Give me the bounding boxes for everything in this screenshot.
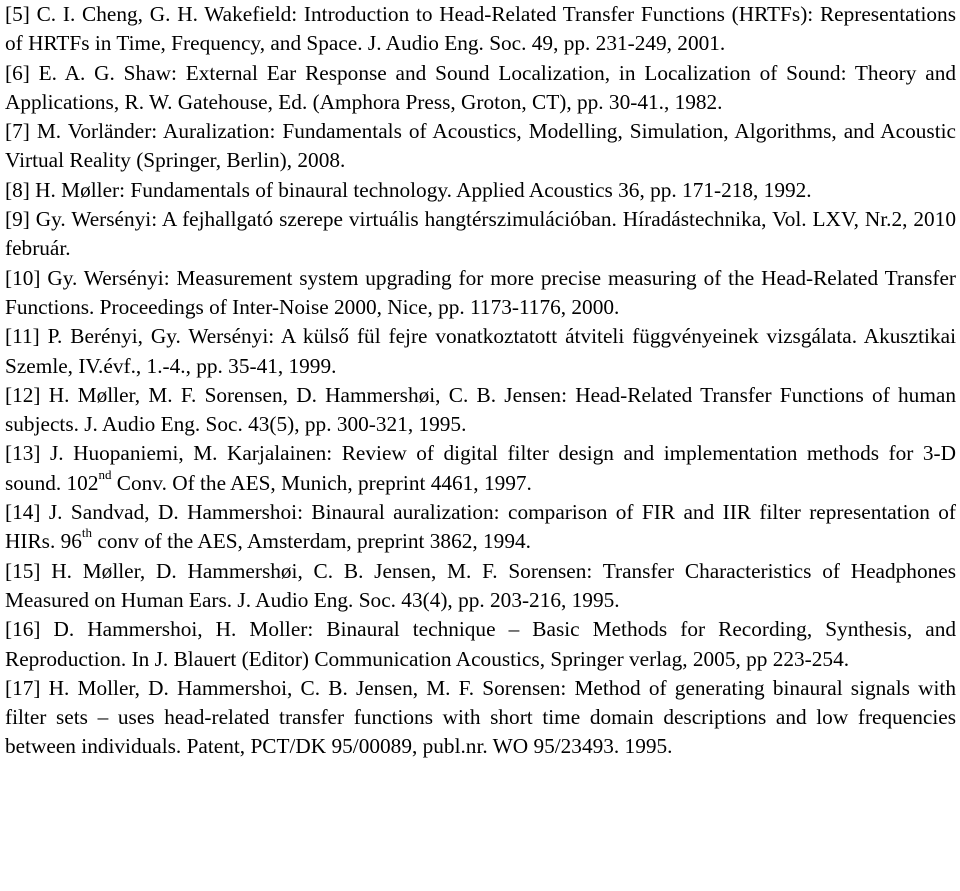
reference-14-rest: conv of the AES, Amsterdam, preprint 3862, 1994. (92, 529, 531, 554)
reference-14-text: [14] J. Sandvad, D. Hammershoi: Binaural auralization: comparison of FIR and IIR filter representation of HIRs. 96 (5, 500, 956, 554)
reference-17: [17] H. Moller, D. Hammershoi, C. B. Jensen, M. F. Sorensen: Method of generating binaural signals with filter sets – uses head-related transfer functions with short time domain descriptions and low frequencies between individuals. Patent, PCT/DK 95/00089, publ.nr. WO 95/23493. 1995. (5, 675, 956, 759)
reference-14 (5, 498, 956, 557)
reference-13 (5, 439, 956, 498)
reference-13-text: [13] J. Huopaniemi, M. Karjalainen: Review of digital filter design and implementation methods for 3-D sound. 102 (5, 441, 956, 495)
reference-8: [8] H. Møller: Fundamentals of binaural technology. Applied Acoustics 36, pp. 171-218, 1992. (5, 177, 812, 202)
reference-list (5, 0, 956, 762)
reference-16: [16] D. Hammershoi, H. Moller: Binaural technique – Basic Methods for Recording, Synthesis, and Reproduction. In J. Blauert (Editor) Communication Acoustics, Springer verlag, 2005, pp 223-254. (5, 617, 956, 671)
reference-13-ordinal: nd (98, 466, 112, 482)
reference-5: [5] C. I. Cheng, G. H. Wakefield: Introduction to Head-Related Transfer Functions (HRTFs): Representations of HRTFs in Time, Frequency, and Space. J. Audio Eng. Soc. 49, pp. 231-249, 2001. (5, 2, 956, 56)
reference-11: [11] P. Berényi, Gy. Wersényi: A külső fül fejre vonatkoztatott átviteli függvényeinek vizsgálata. Akusztikai Szemle, IV.évf., 1.-4., pp. 35-41, 1999. (5, 324, 956, 378)
reference-12: [12] H. Møller, M. F. Sorensen, D. Hammershøi, C. B. Jensen: Head-Related Transfer Functions of human subjects. J. Audio Eng. Soc. 43(5), pp. 300-321, 1995. (5, 382, 956, 437)
reference-14-ordinal: th (81, 525, 93, 541)
reference-9: [9] Gy. Wersényi: A fejhallgató szerepe virtuális hangtérszimulációban. Híradástechnika, Vol. LXV, Nr.2, 2010 február. (5, 207, 956, 261)
reference-6: [6] E. A. G. Shaw: External Ear Response and Sound Localization, in Localization of Sound: Theory and Applications, R. W. Gatehouse, Ed. (Amphora Press, Groton, CT), pp. 30-41., 1982. (5, 60, 956, 114)
reference-7: [7] M. Vorländer: Auralization: Fundamentals of Acoustics, Modelling, Simulation, Algorithms, and Acoustic Virtual Reality (Springer, Berlin), 2008. (5, 119, 956, 173)
reference-15: [15] H. Møller, D. Hammershøi, C. B. Jensen, M. F. Sorensen: Transfer Characteristics of Headphones Measured on Human Ears. J. Audio Eng. Soc. 43(4), pp. 203-216, 1995. (5, 558, 956, 612)
reference-10: [10] Gy. Wersényi: Measurement system upgrading for more precise measuring of the Head-Related Transfer Functions. Proceedings of Inter-Noise 2000, Nice, pp. 1173-1176, 2000. (5, 265, 956, 319)
reference-13-rest: Conv. Of the AES, Munich, preprint 4461, 1997. (111, 470, 532, 495)
